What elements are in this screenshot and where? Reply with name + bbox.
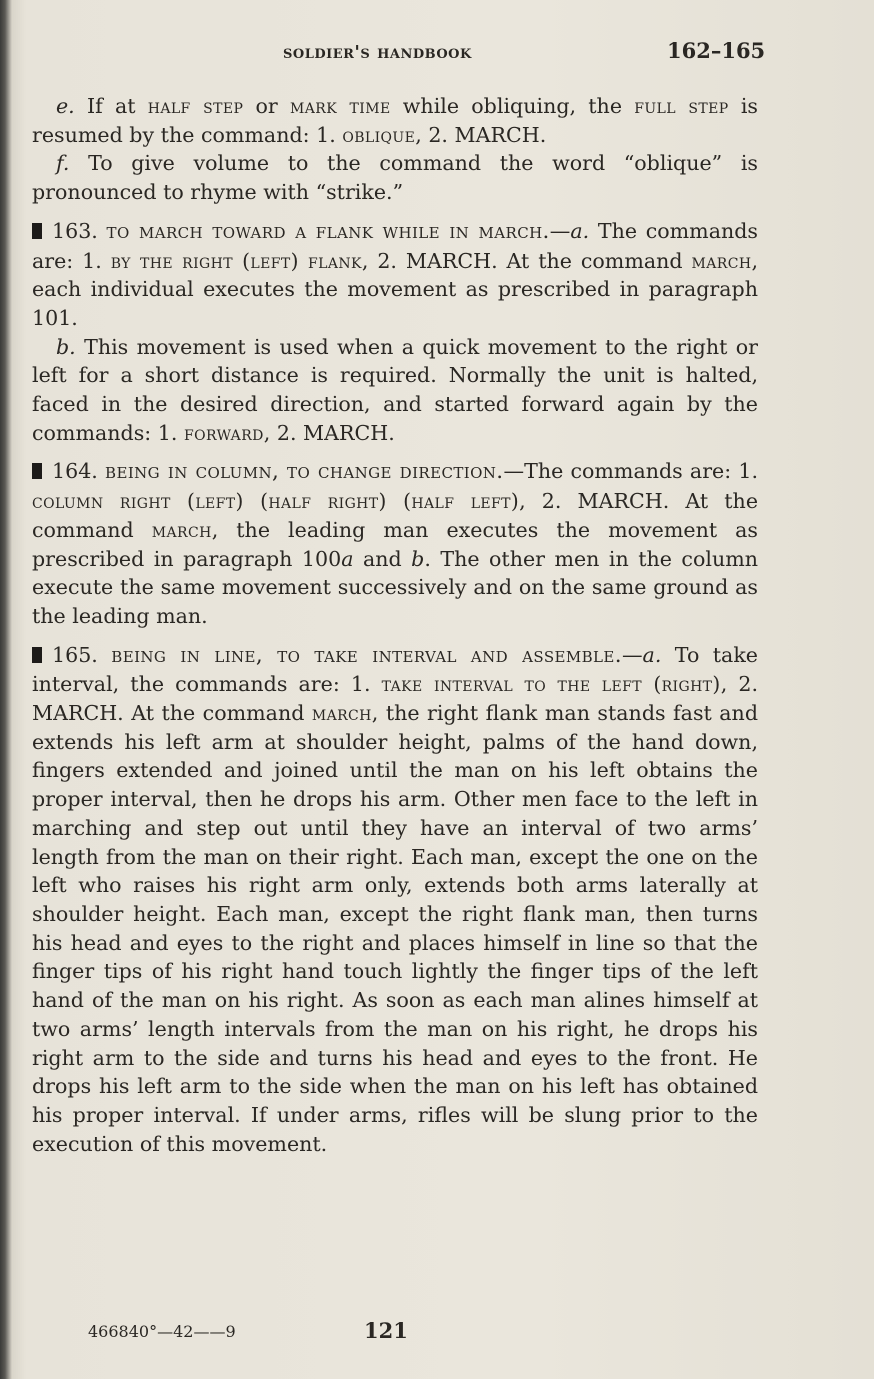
paragraph-162f: f. To give volume to the command the word “oblique” is pronounced to rhyme with “strike.” — [32, 151, 758, 205]
paragraph-163b: b. This movement is used when a quick movement to the right or left for a short distance is required. Normally the unit is halted, faced in the desired direction, and started forward again by the commands: 1. forward, 2. MARCH. — [32, 334, 758, 445]
paragraph-number: 164. — [52, 459, 98, 484]
command-text: column right (left) (half right) (half left) — [32, 489, 520, 514]
command-text: half step — [147, 94, 244, 118]
subparagraph-label: e. — [56, 94, 75, 118]
paragraph-number: 163. — [52, 218, 98, 243]
command-text: mark time — [290, 94, 391, 118]
command-text: by the right (left) flank — [110, 248, 362, 273]
page-footer — [0, 1318, 874, 1348]
command-text: march — [311, 701, 372, 726]
command-text: full step — [634, 94, 729, 118]
paragraph-165: 165. being in line, to take interval and assemble.—a. To take interval, the commands are: 1. take interval to the left (right), 2. MARCH. At the command march, the right flank man stands fast and extends his left arm at shoulder height, palms of the hand down, fingers extended and joined until the man on his left obtains the proper interval, then he drops his arm. Other men face to the left in marching and step out until they have an interval of two arms’ length from the man on their right. Each man, except the one on the left who raises his right arm only, extends both arms laterally at shoulder height. Each man, except the right flank man, then turns his head and eyes to the right and places himself in line so that the finger tips of his right hand touch lightly the finger tips of the left hand of the man on his right. As soon as each man alines himself at two arms’ length intervals from the man on his right, he drops his right arm to the side and turns his head and eyes to the front. He drops his left arm to the side when the man on his left has obtained his proper interval. If under arms, rifles will be slung prior to the execution of this movement. — [32, 642, 759, 1156]
section-heading: being in line, to take interval and assemble. — [111, 642, 622, 668]
paragraph-164: 164. being in column, to change direction.—The commands are: 1. column right (left) (half right) (half left), 2. MARCH. At the command march, the leading man executes the movement as prescribed in paragraph 100a and b. The other men in the column execute the same movement successively and on the same ground as the leading man. — [32, 459, 759, 628]
section-heading: being in column, to change direction. — [105, 459, 504, 485]
paragraph-163: 163. to march toward a flank while in march.—a. The commands are: 1. by the right (left) flank, 2. MARCH. At the command march, each individual executes the movement as prescribed in paragraph 101. — [32, 218, 759, 330]
paragraph-reference: 100 — [301, 546, 342, 571]
paragraph-reference: b — [411, 546, 425, 571]
subparagraph-label: b. — [56, 334, 76, 359]
paragraph-range: 162–165 — [667, 38, 766, 63]
running-title: soldier's handbook — [283, 42, 472, 63]
command-text: forward — [183, 420, 264, 445]
page-number: 121 — [364, 1318, 408, 1343]
paragraph-162e: e. If at half step or mark time while obliquing, the full step is resumed by the command: 1. oblique, 2. MARCH. — [32, 94, 758, 147]
section-marker-icon — [32, 223, 42, 239]
section-heading: to march toward a flank while in march. — [106, 218, 550, 244]
section-marker-icon — [32, 463, 42, 479]
running-head — [0, 38, 874, 68]
command-text: oblique — [342, 122, 416, 147]
paragraph-number: 165. — [52, 642, 98, 667]
command-text: take interval to the left (right) — [381, 672, 721, 697]
print-imprint: 466840°—42——9 — [88, 1322, 236, 1341]
command-text: march — [151, 517, 212, 542]
command-text: march — [691, 248, 752, 273]
page-body — [32, 92, 758, 1158]
section-marker-icon — [32, 647, 42, 663]
subparagraph-label: f. — [56, 151, 70, 176]
